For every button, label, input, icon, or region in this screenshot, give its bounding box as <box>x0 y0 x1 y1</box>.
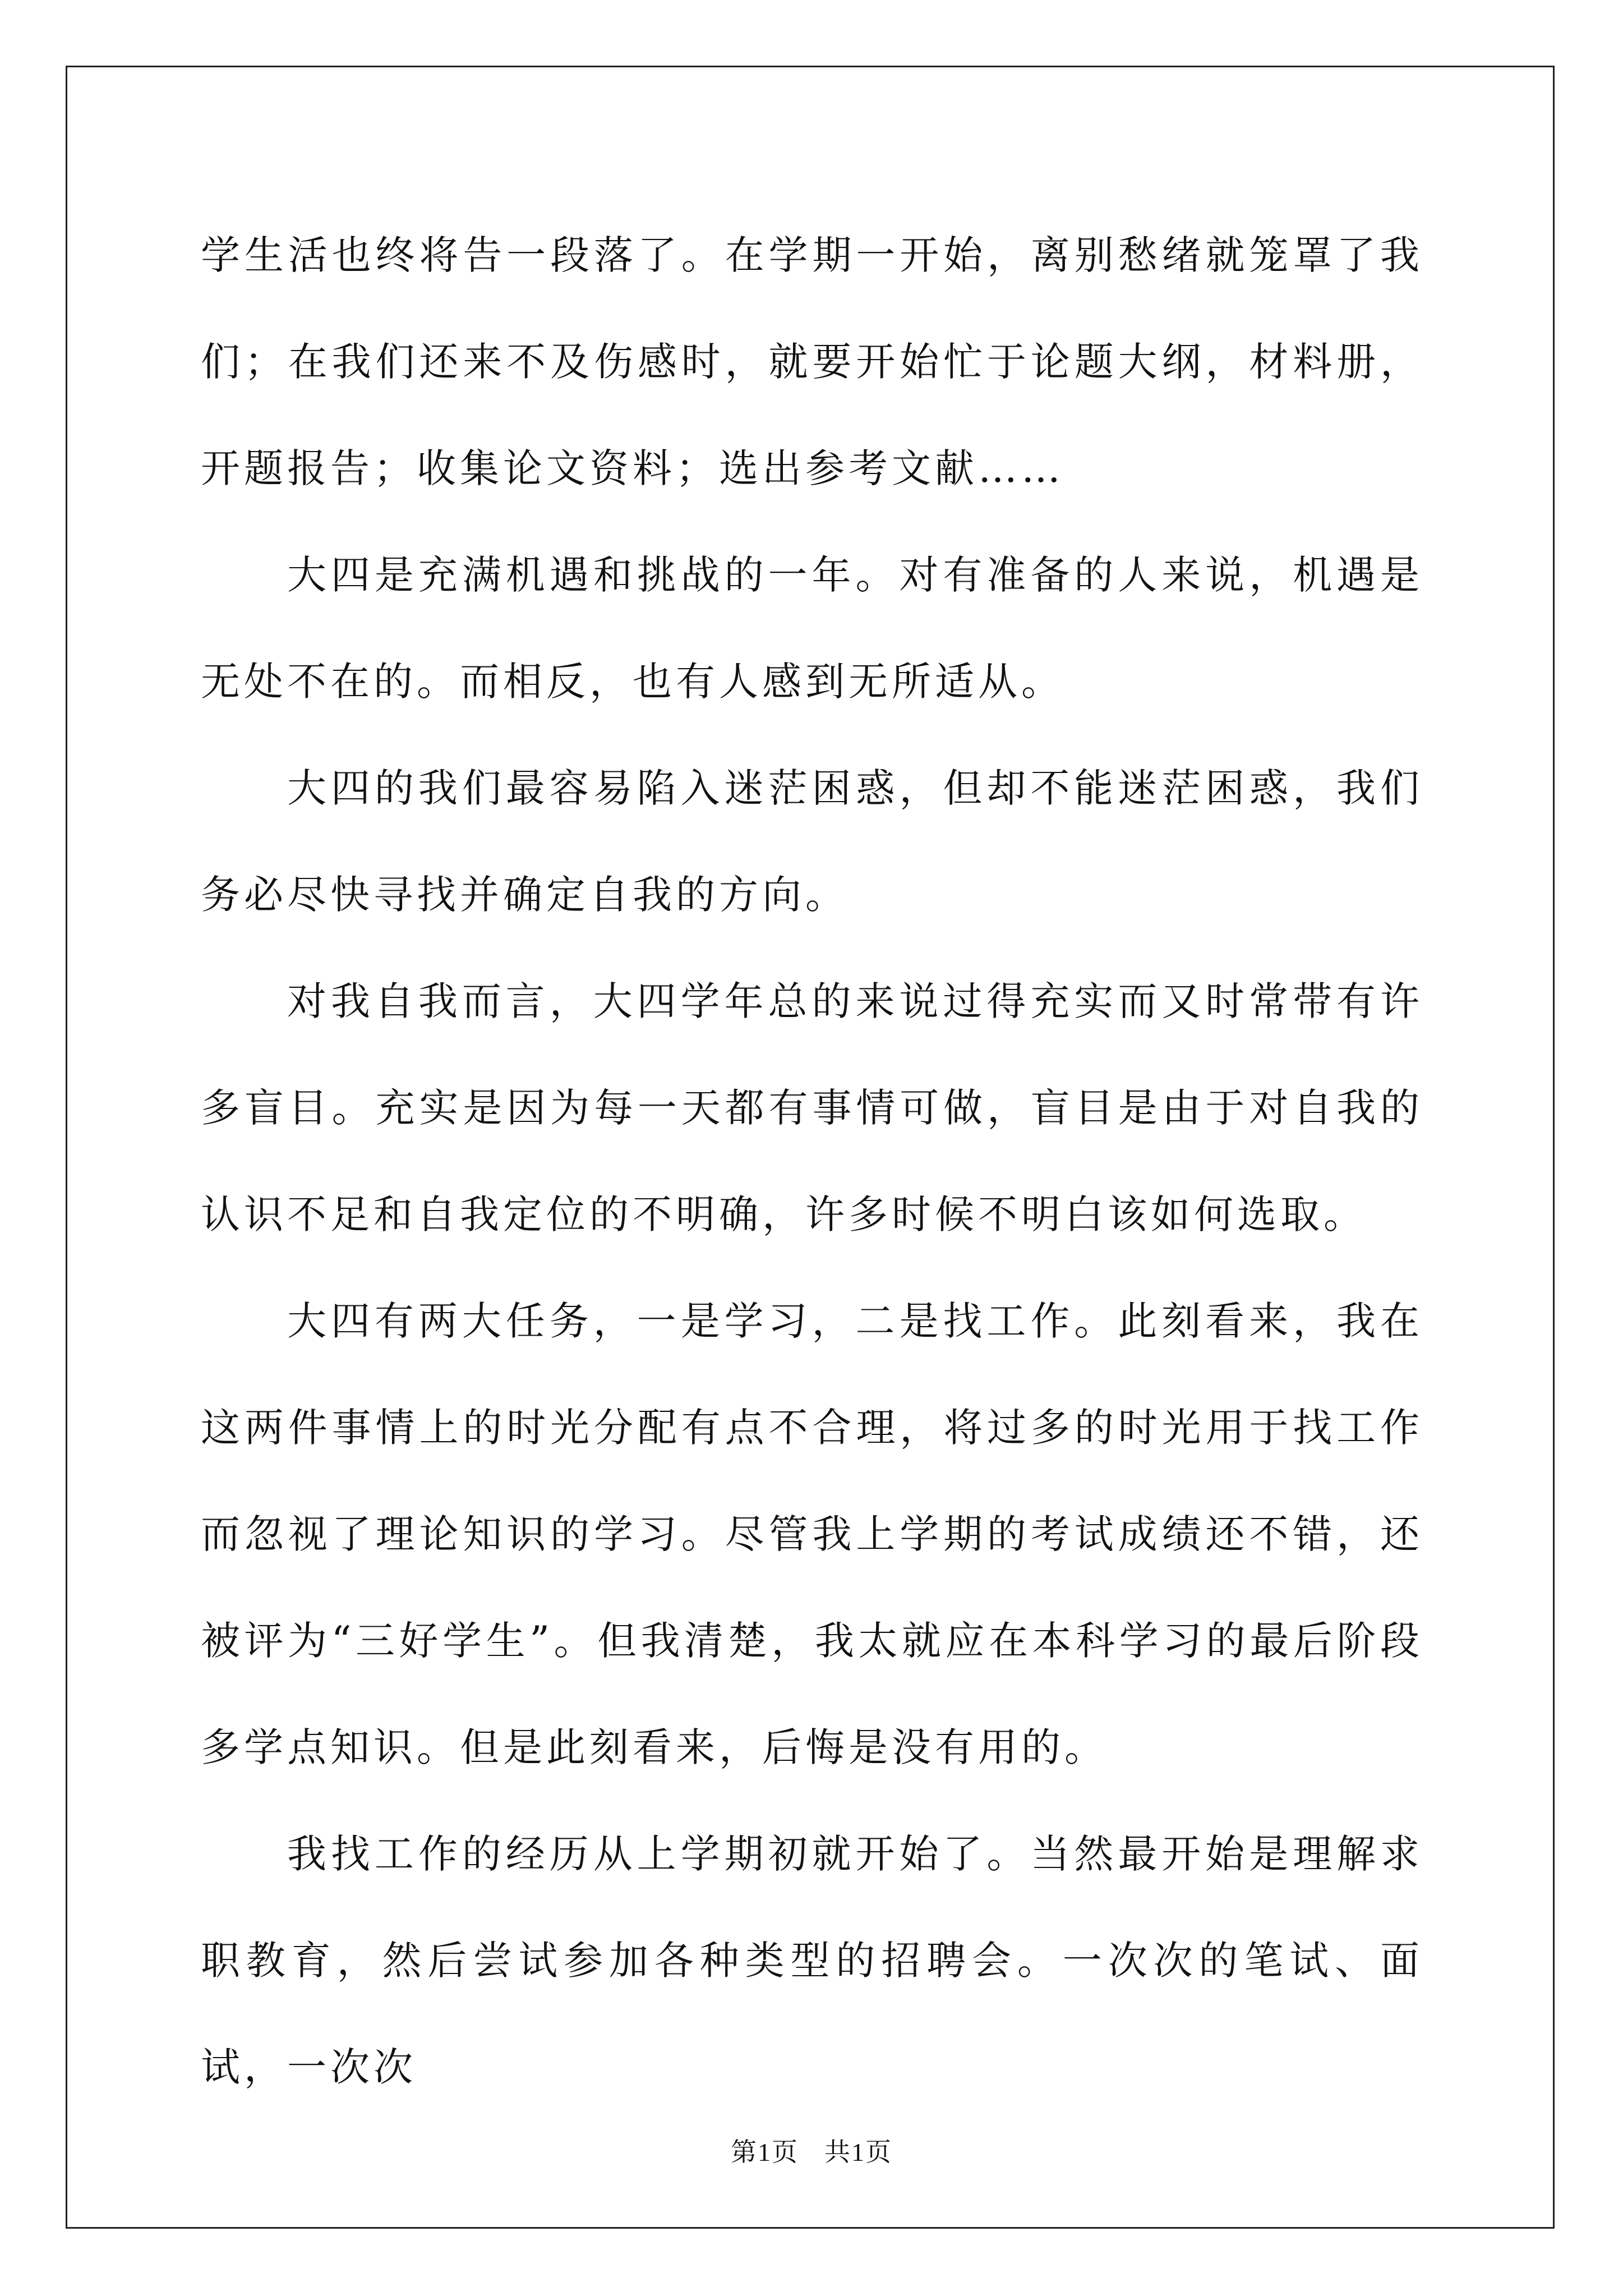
paragraph: 大四有两大任务，一是学习，二是找工作。此刻看来，我在这两件事情上的时光分配有点不合理，将过多的时光用于找工作而忽视了理论知识的学习。尽管我上学期的考试成绩还不错，还被评为“三好学生”。但我清楚，我太就应在本科学习的最后阶段多学点知识。但是此刻看来，后悔是没有用的。 <box>201 1298 1423 1770</box>
paragraph: 大四的我们最容易陷入迷茫困惑，但却不能迷茫困惑，我们务必尽快寻找并确定自我的方向。 <box>201 765 1423 918</box>
paragraph: 学生活也终将告一段落了。在学期一开始，离别愁绪就笼罩了我们；在我们还来不及伤感时，就要开始忙于论题大纲，材料册，开题报告；收集论文资料；选出参考文献…… <box>201 232 1423 491</box>
document-body <box>201 202 1423 2120</box>
page-number: 第1页 <box>731 2138 799 2166</box>
paragraph: 对我自我而言，大四学年总的来说过得充实而又时常带有许多盲目。充实是因为每一天都有事情可做，盲目是由于对自我的认识不足和自我定位的不明确，许多时候不明白该如何选取。 <box>201 978 1423 1237</box>
page-footer <box>0 2132 1623 2169</box>
paragraph: 大四是充满机遇和挑战的一年。对有准备的人来说，机遇是无处不在的。而相反，也有人感到无所适从。 <box>201 552 1423 705</box>
page-total: 共1页 <box>824 2138 892 2166</box>
paragraph: 我找工作的经历从上学期初就开始了。当然最开始是理解求职教育，然后尝试参加各种类型的招聘会。一次次的笔试、面试，一次次 <box>201 1831 1423 2090</box>
